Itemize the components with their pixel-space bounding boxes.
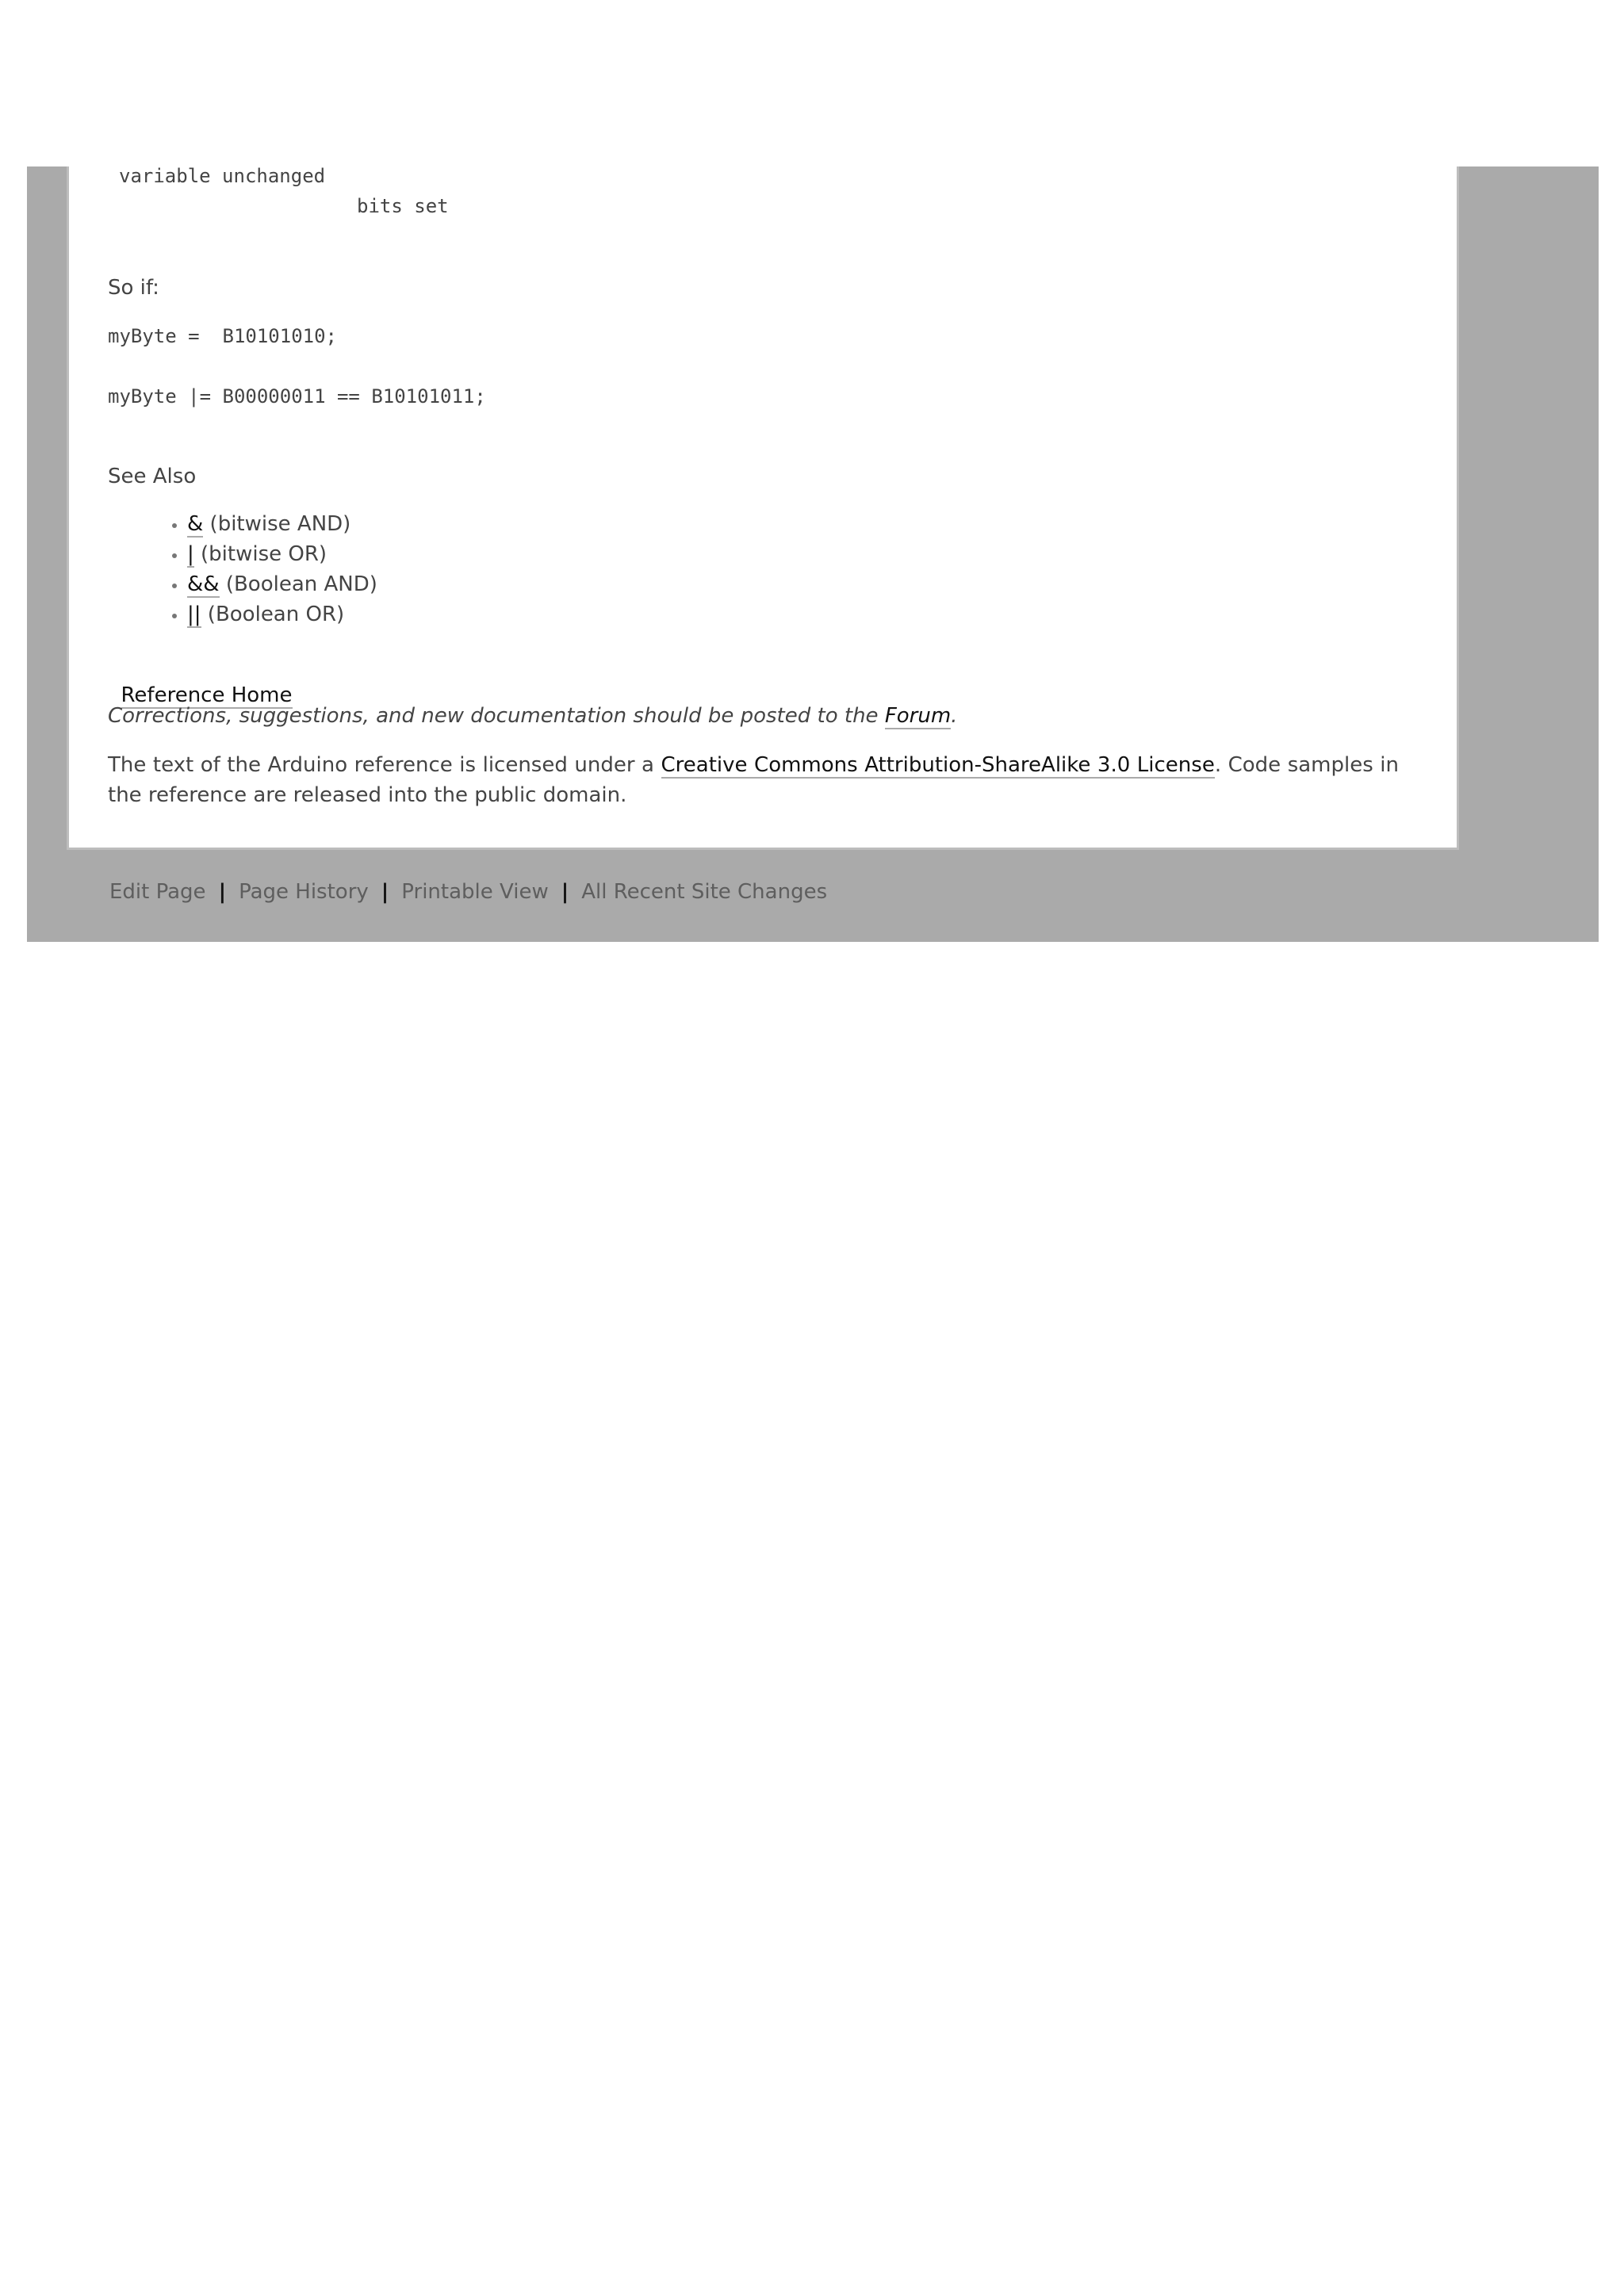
list-item-desc: (bitwise OR) <box>193 542 327 566</box>
so-if-text: So if: <box>108 276 159 300</box>
content-panel <box>67 166 1459 850</box>
code-comment-line-1: variable unchanged <box>119 165 326 187</box>
code-comment-line-2: bits set <box>357 195 449 217</box>
forum-link[interactable]: Forum <box>884 704 952 728</box>
creative-commons-link[interactable]: Creative Commons Attribution-ShareAlike 3.0 License <box>661 753 1215 777</box>
list-item <box>187 539 377 569</box>
license-text-after: . Code samples in the reference are released into the public domain. <box>108 753 1400 807</box>
bitwise-and-link[interactable]: & <box>187 512 204 536</box>
footer-separator: | <box>381 880 389 904</box>
bitwise-or-link[interactable]: | <box>187 542 194 566</box>
boolean-and-link[interactable]: && <box>187 572 220 596</box>
list-item-desc: (Boolean AND) <box>219 572 377 596</box>
boolean-or-link[interactable]: || <box>187 603 201 626</box>
list-item <box>187 509 377 539</box>
list-item <box>187 569 377 599</box>
see-also-list <box>108 509 377 629</box>
printable-view-link[interactable]: Printable View <box>401 880 549 904</box>
see-also-heading: See Also <box>108 465 197 488</box>
list-item-desc: (bitwise AND) <box>203 512 351 536</box>
list-item-desc: (Boolean OR) <box>201 603 345 626</box>
code-example-line-2: myByte |= B00000011 == B10101011; <box>108 385 486 408</box>
footer-separator: | <box>218 880 227 904</box>
corrections-note <box>108 701 957 731</box>
page-history-link[interactable]: Page History <box>239 880 369 904</box>
license-paragraph <box>108 750 1399 810</box>
corrections-end: . <box>951 704 958 728</box>
list-item <box>187 599 377 629</box>
footer-separator: | <box>561 880 569 904</box>
recent-changes-link[interactable]: All Recent Site Changes <box>581 880 828 904</box>
license-text-before: The text of the Arduino reference is licensed under a <box>108 753 661 777</box>
footer-nav <box>109 880 827 904</box>
code-example-line-1: myByte = B10101010; <box>108 325 337 347</box>
corrections-text: Corrections, suggestions, and new documentation should be posted to the <box>108 704 885 728</box>
edit-page-link[interactable]: Edit Page <box>109 880 206 904</box>
reference-home-link[interactable]: Reference Home <box>121 683 293 707</box>
